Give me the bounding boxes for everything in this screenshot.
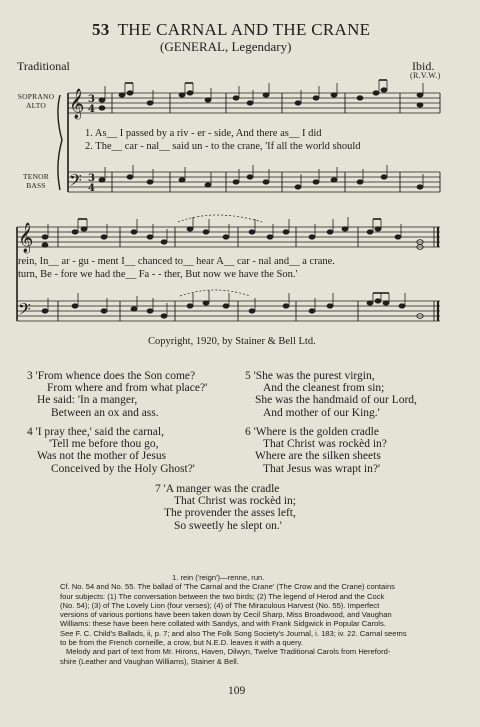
note-line: to be from the French corneille, a crow, but N.E.D. leaves it with a query.: [60, 638, 303, 648]
slur-dotted-lower: [180, 290, 250, 296]
bass-label: BASS: [26, 181, 46, 190]
time-signature-top-bass: 3: [88, 173, 95, 184]
system-1-brace: [58, 95, 62, 190]
time-signature-top: 3: [88, 94, 95, 105]
verse-line: Conceived by the Holy Ghost?': [51, 462, 195, 475]
alto-label: ALTO: [26, 101, 46, 110]
page-number: 109: [228, 685, 246, 697]
note-line: Cf. No. 54 and No. 55. The ballad of 'The Carnal and the Crane' (The Crow and the Crane) contains: [60, 582, 395, 592]
note-line: Williams: these have been here collated with Sandys, and with Frank Sidgwick in Popular Carols.: [60, 619, 386, 629]
time-signature-bottom-bass: 4: [88, 183, 95, 194]
hymn-subtitle: (GENERAL, Legendary): [160, 39, 292, 54]
note-line: 1. rein ('reign')—renne, run.: [172, 573, 265, 582]
soprano-label: SOPRANO: [17, 92, 55, 101]
note-line: versions of various portions have been taken down by Cecil Sharp, Miss Broadwood, and Vaughan: [60, 610, 392, 620]
lyric-system2-verse2: turn, Be - fore we had the__ Fa - - ther, But now we have the Son.': [18, 269, 298, 280]
verse-line: Between an ox and ass.: [51, 406, 159, 419]
verse-7: [155, 483, 296, 532]
time-signature-bottom: 4: [88, 104, 95, 115]
note-line: (No. 54); (3) of The Lovely Lion (four verses); (4) of The Miraculous Harvest (No. 55). Imperfect: [60, 600, 380, 610]
verse-line: That Christ was rockèd in?: [263, 438, 387, 451]
source-right: Ibid.: [412, 59, 435, 73]
note-line: four subjects: (1) The conversation between the two birds; (2) The legend of Herod and the Cock: [60, 591, 385, 601]
verse-line: He said: 'In a manger,: [37, 394, 138, 407]
verse-line: That Christ was rockèd in;: [174, 495, 297, 508]
verse-line: The provender the asses left,: [164, 507, 296, 520]
verse-line: 'Tell me before thou go,: [49, 438, 159, 451]
treble-clef-2-icon: 𝄞: [18, 223, 34, 253]
bass-clef-icon: 𝄢: [69, 170, 82, 194]
note-line: See F. C. Child's Ballads, ii, p. 7; and also The Folk Song Society's Journal, i. 183; iv. 22. Carnal seems: [60, 628, 407, 638]
treble-clef-icon: 𝄞: [69, 89, 85, 119]
verse-line: 3 'From whence does the Son come?: [27, 370, 196, 382]
bass-clef-2-icon: 𝄢: [18, 299, 31, 323]
verse-3: [27, 370, 207, 419]
note-line: Melody and part of text from Mr. Hirons, Haven, Dilwyn, Twelve Traditional Carols from Hereford-: [66, 647, 391, 657]
bass-staff-2: [17, 301, 440, 321]
verse-line: From where and from what place?': [47, 382, 208, 395]
lyric-system1-verse2: 2. The__ car - nal__ said un - to the crane, 'If all the world should: [85, 141, 361, 152]
verse-6: [245, 426, 387, 475]
verse-line: 6 'Where is the golden cradle: [245, 426, 379, 438]
verse-5: [245, 370, 417, 419]
music-score: [0, 0, 480, 330]
hymn-title: THE CARNAL AND THE CRANE: [117, 20, 371, 39]
verse-line: That Jesus was wrapt in?': [263, 462, 381, 475]
verse-4: [27, 426, 195, 475]
verse-line: 5 'She was the purest virgin,: [245, 370, 375, 382]
verse-line: 7 'A manger was the cradle: [155, 483, 280, 495]
source-left: Traditional: [17, 59, 70, 73]
verse-line: And mother of our King.': [263, 406, 380, 419]
verse-line: She was the handmaid of our Lord,: [255, 394, 417, 407]
verse-line: Was not the mother of Jesus: [37, 450, 167, 463]
verse-line: So sweetly he slept on.': [174, 519, 282, 532]
tenor-label: TENOR: [23, 172, 49, 181]
editorial-notes: [60, 573, 445, 666]
lyric-system2-verse1: rein, In__ ar - gu - ment I__ chanced to__ hear A__ car - nal and__ a crane.: [18, 256, 335, 267]
verse-line: Where are the silken sheets: [255, 450, 381, 463]
slur-dotted-upper: [178, 215, 262, 222]
hymn-number: 53: [92, 20, 110, 39]
verse-line: And the cleanest from sin;: [263, 382, 385, 395]
lyric-system1-verse1: 1. As__ I passed by a riv - er - side, And there as__ I did: [85, 128, 322, 139]
verse-line: 4 'I pray thee,' said the carnal,: [27, 426, 164, 438]
source-right-note: (R.V.W.): [410, 71, 441, 80]
note-line: shire (Leather and Vaughan Williams), Stainer & Bell.: [60, 656, 239, 666]
copyright-line: Copyright, 1920, by Stainer & Bell Ltd.: [148, 336, 316, 347]
